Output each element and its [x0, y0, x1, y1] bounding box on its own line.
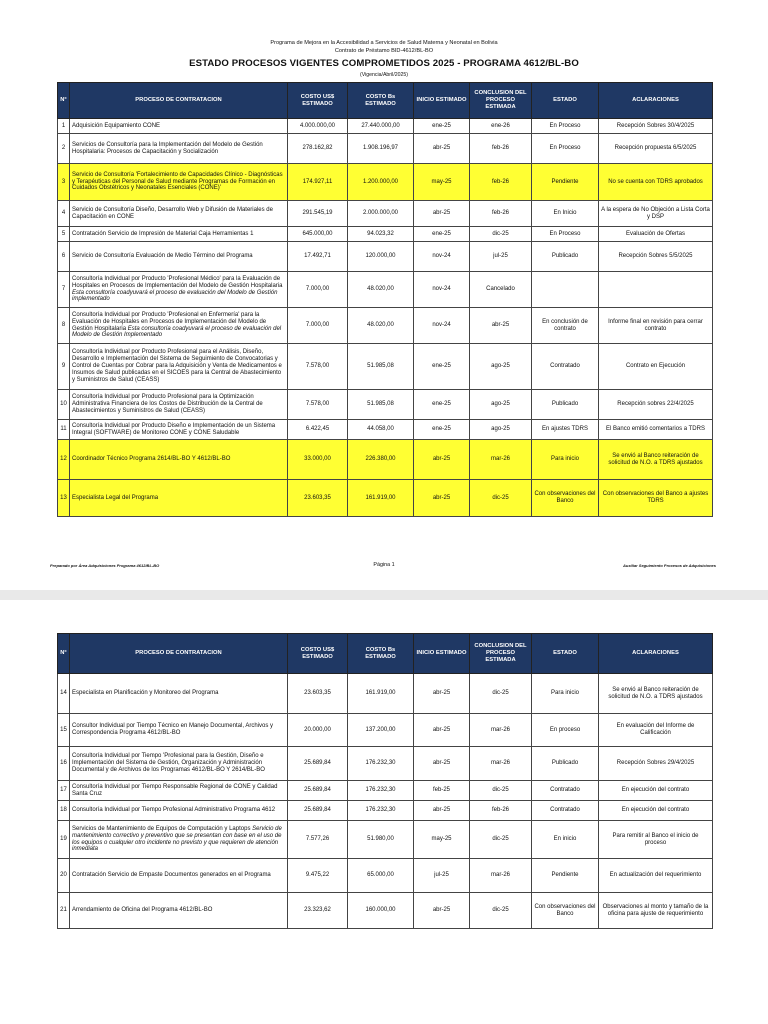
col-header-usd: COSTO US$ ESTIMADO — [288, 634, 348, 674]
table-row — [58, 893, 713, 929]
cell-cost-usd: 6.422,45 — [288, 420, 348, 440]
cell-conclusion: jul-25 — [470, 242, 532, 272]
cell-cost-usd: 9.475,22 — [288, 859, 348, 893]
cell-status: Pendiente — [532, 164, 599, 201]
cell-cost-usd: 23.603,35 — [288, 674, 348, 714]
cell-clarifications: Contrato en Ejecución — [599, 344, 713, 390]
cell-conclusion: dic-25 — [470, 781, 532, 801]
cell-cost-bs: 161.919,00 — [348, 674, 414, 714]
col-header-proceso: PROCESO DE CONTRATACION — [70, 83, 288, 119]
processes-table-page-2 — [57, 633, 713, 929]
col-header-no: N° — [58, 634, 70, 674]
cell-number: 20 — [58, 859, 70, 893]
cell-process: Contratación Servicio de Empaste Documentos generados en el Programa — [70, 859, 288, 893]
cell-conclusion: abr-25 — [470, 308, 532, 344]
table-row — [58, 714, 713, 747]
cell-start: nov-24 — [414, 272, 470, 308]
cell-number: 18 — [58, 801, 70, 821]
cell-number: 15 — [58, 714, 70, 747]
cell-clarifications: Con observaciones del Banco a ajustes TDRS — [599, 480, 713, 517]
cell-conclusion: mar-26 — [470, 859, 532, 893]
program-name: Programa de Mejora en la Accesibilidad a Servicios de Salud Materna y Neonatal en Bolivia — [270, 40, 498, 46]
table-row — [58, 801, 713, 821]
cell-status: Para inicio — [532, 440, 599, 480]
cell-conclusion: mar-26 — [470, 714, 532, 747]
cell-cost-usd: 25.689,84 — [288, 801, 348, 821]
table-row — [58, 859, 713, 893]
cell-cost-usd: 25.689,84 — [288, 747, 348, 781]
col-header-inicio: INICIO ESTIMADO — [414, 634, 470, 674]
cell-process: Especialista en Planificación y Monitoreo del Programa — [70, 674, 288, 714]
cell-start: nov-24 — [414, 242, 470, 272]
cell-clarifications: Se envió al Banco reiteración de solicitud de N.O. a TDRS ajustados — [599, 440, 713, 480]
cell-clarifications: Recepción propuesta 6/5/2025 — [599, 134, 713, 164]
cell-status: Para inicio — [532, 674, 599, 714]
table-row — [58, 480, 713, 517]
col-header-estado: ESTADO — [532, 83, 599, 119]
col-header-conclusion: CONCLUSION DEL PROCESO ESTIMADA — [470, 634, 532, 674]
table-row — [58, 119, 713, 134]
cell-conclusion: feb-26 — [470, 134, 532, 164]
cell-number: 17 — [58, 781, 70, 801]
cell-status: En inicio — [532, 821, 599, 859]
table-row — [58, 674, 713, 714]
cell-cost-bs: 27.440.000,00 — [348, 119, 414, 134]
cell-cost-bs: 51.985,08 — [348, 344, 414, 390]
cell-process: Servicios de Mantenimiento de Equipos de Computación y Laptops Servicio de mantenimiento correctivo y preventivo que se presentan con base en el uso de los equipos o cualquier otro incidente no previsto y que requieren de atención inmediata — [70, 821, 288, 859]
cell-conclusion: Cancelado — [470, 272, 532, 308]
table-header-row — [58, 634, 713, 674]
cell-status: Contratado — [532, 344, 599, 390]
cell-clarifications — [599, 272, 713, 308]
cell-start: ene-25 — [414, 390, 470, 420]
cell-start: abr-25 — [414, 480, 470, 517]
footer-responsible: Auxiliar Seguimiento Procesos de Adquisiciones — [623, 563, 716, 568]
table-row — [58, 164, 713, 201]
cell-start: abr-25 — [414, 440, 470, 480]
page-separator — [0, 590, 768, 600]
cell-status: En ajustes TDRS — [532, 420, 599, 440]
cell-cost-bs: 176.232,30 — [348, 781, 414, 801]
cell-cost-usd: 20.000,00 — [288, 714, 348, 747]
col-header-proceso: PROCESO DE CONTRATACION — [70, 634, 288, 674]
cell-start: ene-25 — [414, 344, 470, 390]
cell-status: En Proceso — [532, 227, 599, 242]
cell-start: abr-25 — [414, 893, 470, 929]
col-header-aclaraciones: ACLARACIONES — [599, 634, 713, 674]
col-header-conclusion: CONCLUSION DEL PROCESO ESTIMADA — [470, 83, 532, 119]
cell-cost-bs: 65.000,00 — [348, 859, 414, 893]
footer-page-number: Página 1 — [373, 562, 395, 568]
cell-process: Servicio de Consultoría Evaluación de Medio Término del Programa — [70, 242, 288, 272]
cell-start: ene-25 — [414, 119, 470, 134]
cell-clarifications: En ejecución del contrato — [599, 801, 713, 821]
cell-start: nov-24 — [414, 308, 470, 344]
col-header-inicio: INICIO ESTIMADO — [414, 83, 470, 119]
cell-start: abr-25 — [414, 134, 470, 164]
cell-number: 13 — [58, 480, 70, 517]
cell-start: may-25 — [414, 821, 470, 859]
processes-table-page-1 — [57, 82, 713, 517]
cell-cost-bs: 161.919,00 — [348, 480, 414, 517]
cell-number: 3 — [58, 164, 70, 201]
table-row — [58, 420, 713, 440]
col-header-usd: COSTO US$ ESTIMADO — [288, 83, 348, 119]
col-header-aclaraciones: ACLARACIONES — [599, 83, 713, 119]
cell-cost-bs: 176.232,30 — [348, 747, 414, 781]
cell-cost-usd: 291.545,19 — [288, 201, 348, 227]
cell-process: Servicio de Consultoría 'Fortalecimiento de Capacidades Clínico - Diagnósticas y Terapéuticas del Personal de Salud mediante Programas de Formación en Cuidados Obstétricos y Neonatales Esenciales (CONE)' — [70, 164, 288, 201]
cell-start: may-25 — [414, 164, 470, 201]
table-row — [58, 747, 713, 781]
table-row — [58, 134, 713, 164]
cell-start: abr-25 — [414, 201, 470, 227]
cell-clarifications: En actualización del requerimiento — [599, 859, 713, 893]
table-row — [58, 821, 713, 859]
cell-process: Consultoría Individual por Tiempo Responsable Regional de CONE y Calidad Santa Cruz — [70, 781, 288, 801]
cell-status — [532, 272, 599, 308]
page-2 — [0, 600, 768, 1024]
cell-clarifications: Recepción Sobres 29/4/2025 — [599, 747, 713, 781]
cell-conclusion: mar-26 — [470, 747, 532, 781]
cell-status: Con observaciones del Banco — [532, 893, 599, 929]
cell-conclusion: dic-25 — [470, 480, 532, 517]
table-row — [58, 201, 713, 227]
cell-cost-bs: 120.000,00 — [348, 242, 414, 272]
cell-number: 1 — [58, 119, 70, 134]
cell-conclusion: dic-25 — [470, 893, 532, 929]
cell-status: Publicado — [532, 390, 599, 420]
cell-cost-usd: 278.162,82 — [288, 134, 348, 164]
table-row — [58, 781, 713, 801]
cell-cost-bs: 137.200,00 — [348, 714, 414, 747]
cell-cost-bs: 226.380,00 — [348, 440, 414, 480]
cell-conclusion: mar-26 — [470, 440, 532, 480]
cell-process: Coordinador Técnico Programa 2614/BL-BO Y 4612/BL-BO — [70, 440, 288, 480]
table-row — [58, 344, 713, 390]
contract-number: Contrato de Préstamo BID-4612/BL-BO — [334, 48, 434, 54]
cell-cost-usd: 23.603,35 — [288, 480, 348, 517]
col-header-estado: ESTADO — [532, 634, 599, 674]
cell-clarifications: Informe final en revisión para cerrar contrato — [599, 308, 713, 344]
cell-process: Especialista Legal del Programa — [70, 480, 288, 517]
cell-start: feb-25 — [414, 781, 470, 801]
cell-process: Arrendamiento de Oficina del Programa 4612/BL-BO — [70, 893, 288, 929]
cell-status: Publicado — [532, 747, 599, 781]
cell-status: Contratado — [532, 781, 599, 801]
cell-process: Adquisición Equipamiento CONE — [70, 119, 288, 134]
cell-cost-bs: 176.232,30 — [348, 801, 414, 821]
cell-number: 9 — [58, 344, 70, 390]
cell-status: Con observaciones del Banco — [532, 480, 599, 517]
cell-clarifications: No se cuenta con TDRS aprobados — [599, 164, 713, 201]
cell-cost-usd: 7.577,26 — [288, 821, 348, 859]
cell-cost-bs: 160.000,00 — [348, 893, 414, 929]
cell-start: ene-25 — [414, 227, 470, 242]
cell-cost-bs: 1.908.196,97 — [348, 134, 414, 164]
col-header-bs: COSTO Bs ESTIMADO — [348, 83, 414, 119]
table-row — [58, 242, 713, 272]
cell-process: Consultoría Individual por Producto 'Profesional en Enfermería' para la Evaluación de Hospitales en Procesos de Implementación del Modelo de Gestión Hospitalaria Esta consultoría coadyuvará el proceso de evaluación del Modelo de Gestión Implementado — [70, 308, 288, 344]
cell-number: 6 — [58, 242, 70, 272]
cell-process: Servicios de Consultoría para la Implementación del Modelo de Gestión Hospitalaria: Procesos de Capacitación y Socialización — [70, 134, 288, 164]
cell-start: ene-25 — [414, 420, 470, 440]
cell-number: 8 — [58, 308, 70, 344]
cell-status: En proceso — [532, 714, 599, 747]
cell-cost-bs: 94.023,32 — [348, 227, 414, 242]
cell-conclusion: dic-25 — [470, 821, 532, 859]
cell-process: Consultoría Individual por Producto Diseño e Implementación de un Sistema Integral (SOFTWARE) de Monitoreo CONE y CONE Saludable — [70, 420, 288, 440]
cell-number: 14 — [58, 674, 70, 714]
cell-cost-usd: 7.578,00 — [288, 390, 348, 420]
cell-conclusion: dic-25 — [470, 674, 532, 714]
cell-number: 16 — [58, 747, 70, 781]
cell-start: abr-25 — [414, 801, 470, 821]
cell-clarifications: El Banco emitió comentarios a TDRS — [599, 420, 713, 440]
cell-conclusion: ago-25 — [470, 420, 532, 440]
cell-clarifications: Se envió al Banco reiteración de solicitud de N.O. a TDRS ajustados — [599, 674, 713, 714]
cell-cost-usd: 33.000,00 — [288, 440, 348, 480]
cell-cost-usd: 23.323,62 — [288, 893, 348, 929]
cell-start: abr-25 — [414, 714, 470, 747]
cell-cost-usd: 25.689,84 — [288, 781, 348, 801]
cell-conclusion: ago-25 — [470, 344, 532, 390]
cell-process: Consultor Individual por Tiempo Técnico en Manejo Documental, Archivos y Correspondencia Programa 4612/BL-BO — [70, 714, 288, 747]
cell-cost-bs: 44.058,00 — [348, 420, 414, 440]
cell-clarifications: Evaluación de Ofertas — [599, 227, 713, 242]
cell-clarifications: Recepción Sobres 5/5/2025 — [599, 242, 713, 272]
cell-clarifications: En ejecución del contrato — [599, 781, 713, 801]
cell-process: Consultoría Individual por Tiempo 'Profesional para la Gestión, Diseño e Implementación del Sistema de Gestión, Organización y Administración Documental y de Archivos de los Programas 4612/BL-BO Y 2614/BL-BO — [70, 747, 288, 781]
cell-conclusion: dic-25 — [470, 227, 532, 242]
table-row — [58, 227, 713, 242]
cell-status: Contratado — [532, 801, 599, 821]
cell-clarifications: Observaciones al monto y tamaño de la oficina para ajuste de requerimiento — [599, 893, 713, 929]
cell-number: 12 — [58, 440, 70, 480]
col-header-no: N° — [58, 83, 70, 119]
cell-cost-usd: 4.000.000,00 — [288, 119, 348, 134]
cell-clarifications: En evaluación del Informe de Calificación — [599, 714, 713, 747]
cell-clarifications: Para remitir al Banco el inicio de proceso — [599, 821, 713, 859]
cell-number: 7 — [58, 272, 70, 308]
cell-process: Consultoría Individual por Producto Profesional para el Análisis, Diseño, Desarrollo e Implementación del Sistema de Seguimiento de Convocatorias y Control de Cuentas por Cobrar para la Adquisición y Venta de Medicamentos e Insumos de Salud publicadas en el SICOES para la Central de Abastecimiento y Suministros de Salud (CEASS) — [70, 344, 288, 390]
cell-start: abr-25 — [414, 674, 470, 714]
cell-cost-bs: 2.000.000,00 — [348, 201, 414, 227]
cell-status: Pendiente — [532, 859, 599, 893]
cell-status: En Proceso — [532, 134, 599, 164]
cell-number: 11 — [58, 420, 70, 440]
cell-status: En Proceso — [532, 119, 599, 134]
cell-number: 21 — [58, 893, 70, 929]
cell-number: 5 — [58, 227, 70, 242]
cell-number: 4 — [58, 201, 70, 227]
cell-cost-usd: 7.000,00 — [288, 308, 348, 344]
table-row — [58, 272, 713, 308]
cell-status: En Inicio — [532, 201, 599, 227]
cell-cost-usd: 174.927,11 — [288, 164, 348, 201]
cell-conclusion: feb-26 — [470, 801, 532, 821]
cell-start: abr-25 — [414, 747, 470, 781]
table-header-row — [58, 83, 713, 119]
cell-cost-usd: 17.492,71 — [288, 242, 348, 272]
cell-cost-usd: 7.578,00 — [288, 344, 348, 390]
document-subtitle: (Vigencia/Abril/2025) — [359, 72, 409, 78]
cell-status: En conclusión de contrato — [532, 308, 599, 344]
cell-cost-bs: 48.020,00 — [348, 308, 414, 344]
cell-process: Consultoría Individual por Producto 'Profesional Médico' para la Evaluación de Hospitales en Procesos de Implementación del Modelo de Gestión Hospitalaria Esta consultoría coadyuvará el proceso de evaluación del Modelo de Gestión implementado — [70, 272, 288, 308]
cell-cost-bs: 1.200.000,00 — [348, 164, 414, 201]
cell-cost-bs: 51.980,00 — [348, 821, 414, 859]
cell-clarifications: A la espera de No Objeción a Lista Corta y DSP — [599, 201, 713, 227]
cell-cost-bs: 51.985,08 — [348, 390, 414, 420]
footer-prepared-by: Preparado por Área Adquisiciones Programa 4612/BL-BO — [50, 563, 160, 568]
cell-process: Servicio de Consultoría Diseño, Desarrollo Web y Difusión de Materiales de Capacitación en CONE — [70, 201, 288, 227]
cell-conclusion: feb-26 — [470, 164, 532, 201]
cell-process: Consultoría Individual por Tiempo Profesional Administrativo Programa 4612 — [70, 801, 288, 821]
cell-clarifications: Recepción Sobres 30/4/2025 — [599, 119, 713, 134]
cell-conclusion: ene-26 — [470, 119, 532, 134]
cell-clarifications: Recepción sobres 22/4/2025 — [599, 390, 713, 420]
col-header-bs: COSTO Bs ESTIMADO — [348, 634, 414, 674]
cell-conclusion: feb-26 — [470, 201, 532, 227]
cell-number: 2 — [58, 134, 70, 164]
table-row — [58, 308, 713, 344]
document-title: ESTADO PROCESOS VIGENTES COMPROMETIDOS 2025 - PROGRAMA 4612/BL-BO — [189, 58, 579, 69]
cell-cost-usd: 645.000,00 — [288, 227, 348, 242]
table-row — [58, 390, 713, 420]
cell-number: 10 — [58, 390, 70, 420]
cell-start: jul-25 — [414, 859, 470, 893]
cell-cost-bs: 48.020,00 — [348, 272, 414, 308]
cell-number: 19 — [58, 821, 70, 859]
cell-status: Publicado — [532, 242, 599, 272]
table-row — [58, 440, 713, 480]
cell-conclusion: ago-25 — [470, 390, 532, 420]
cell-process: Contratación Servicio de Impresión de Material Caja Herramientas 1 — [70, 227, 288, 242]
cell-process: Consultoría Individual por Producto Profesional para la Optimización Administrativa Financiera de los Costos de Distribución de la Central de Abastecimientos y Suministros de Salud (CEASS) — [70, 390, 288, 420]
cell-cost-usd: 7.000,00 — [288, 272, 348, 308]
